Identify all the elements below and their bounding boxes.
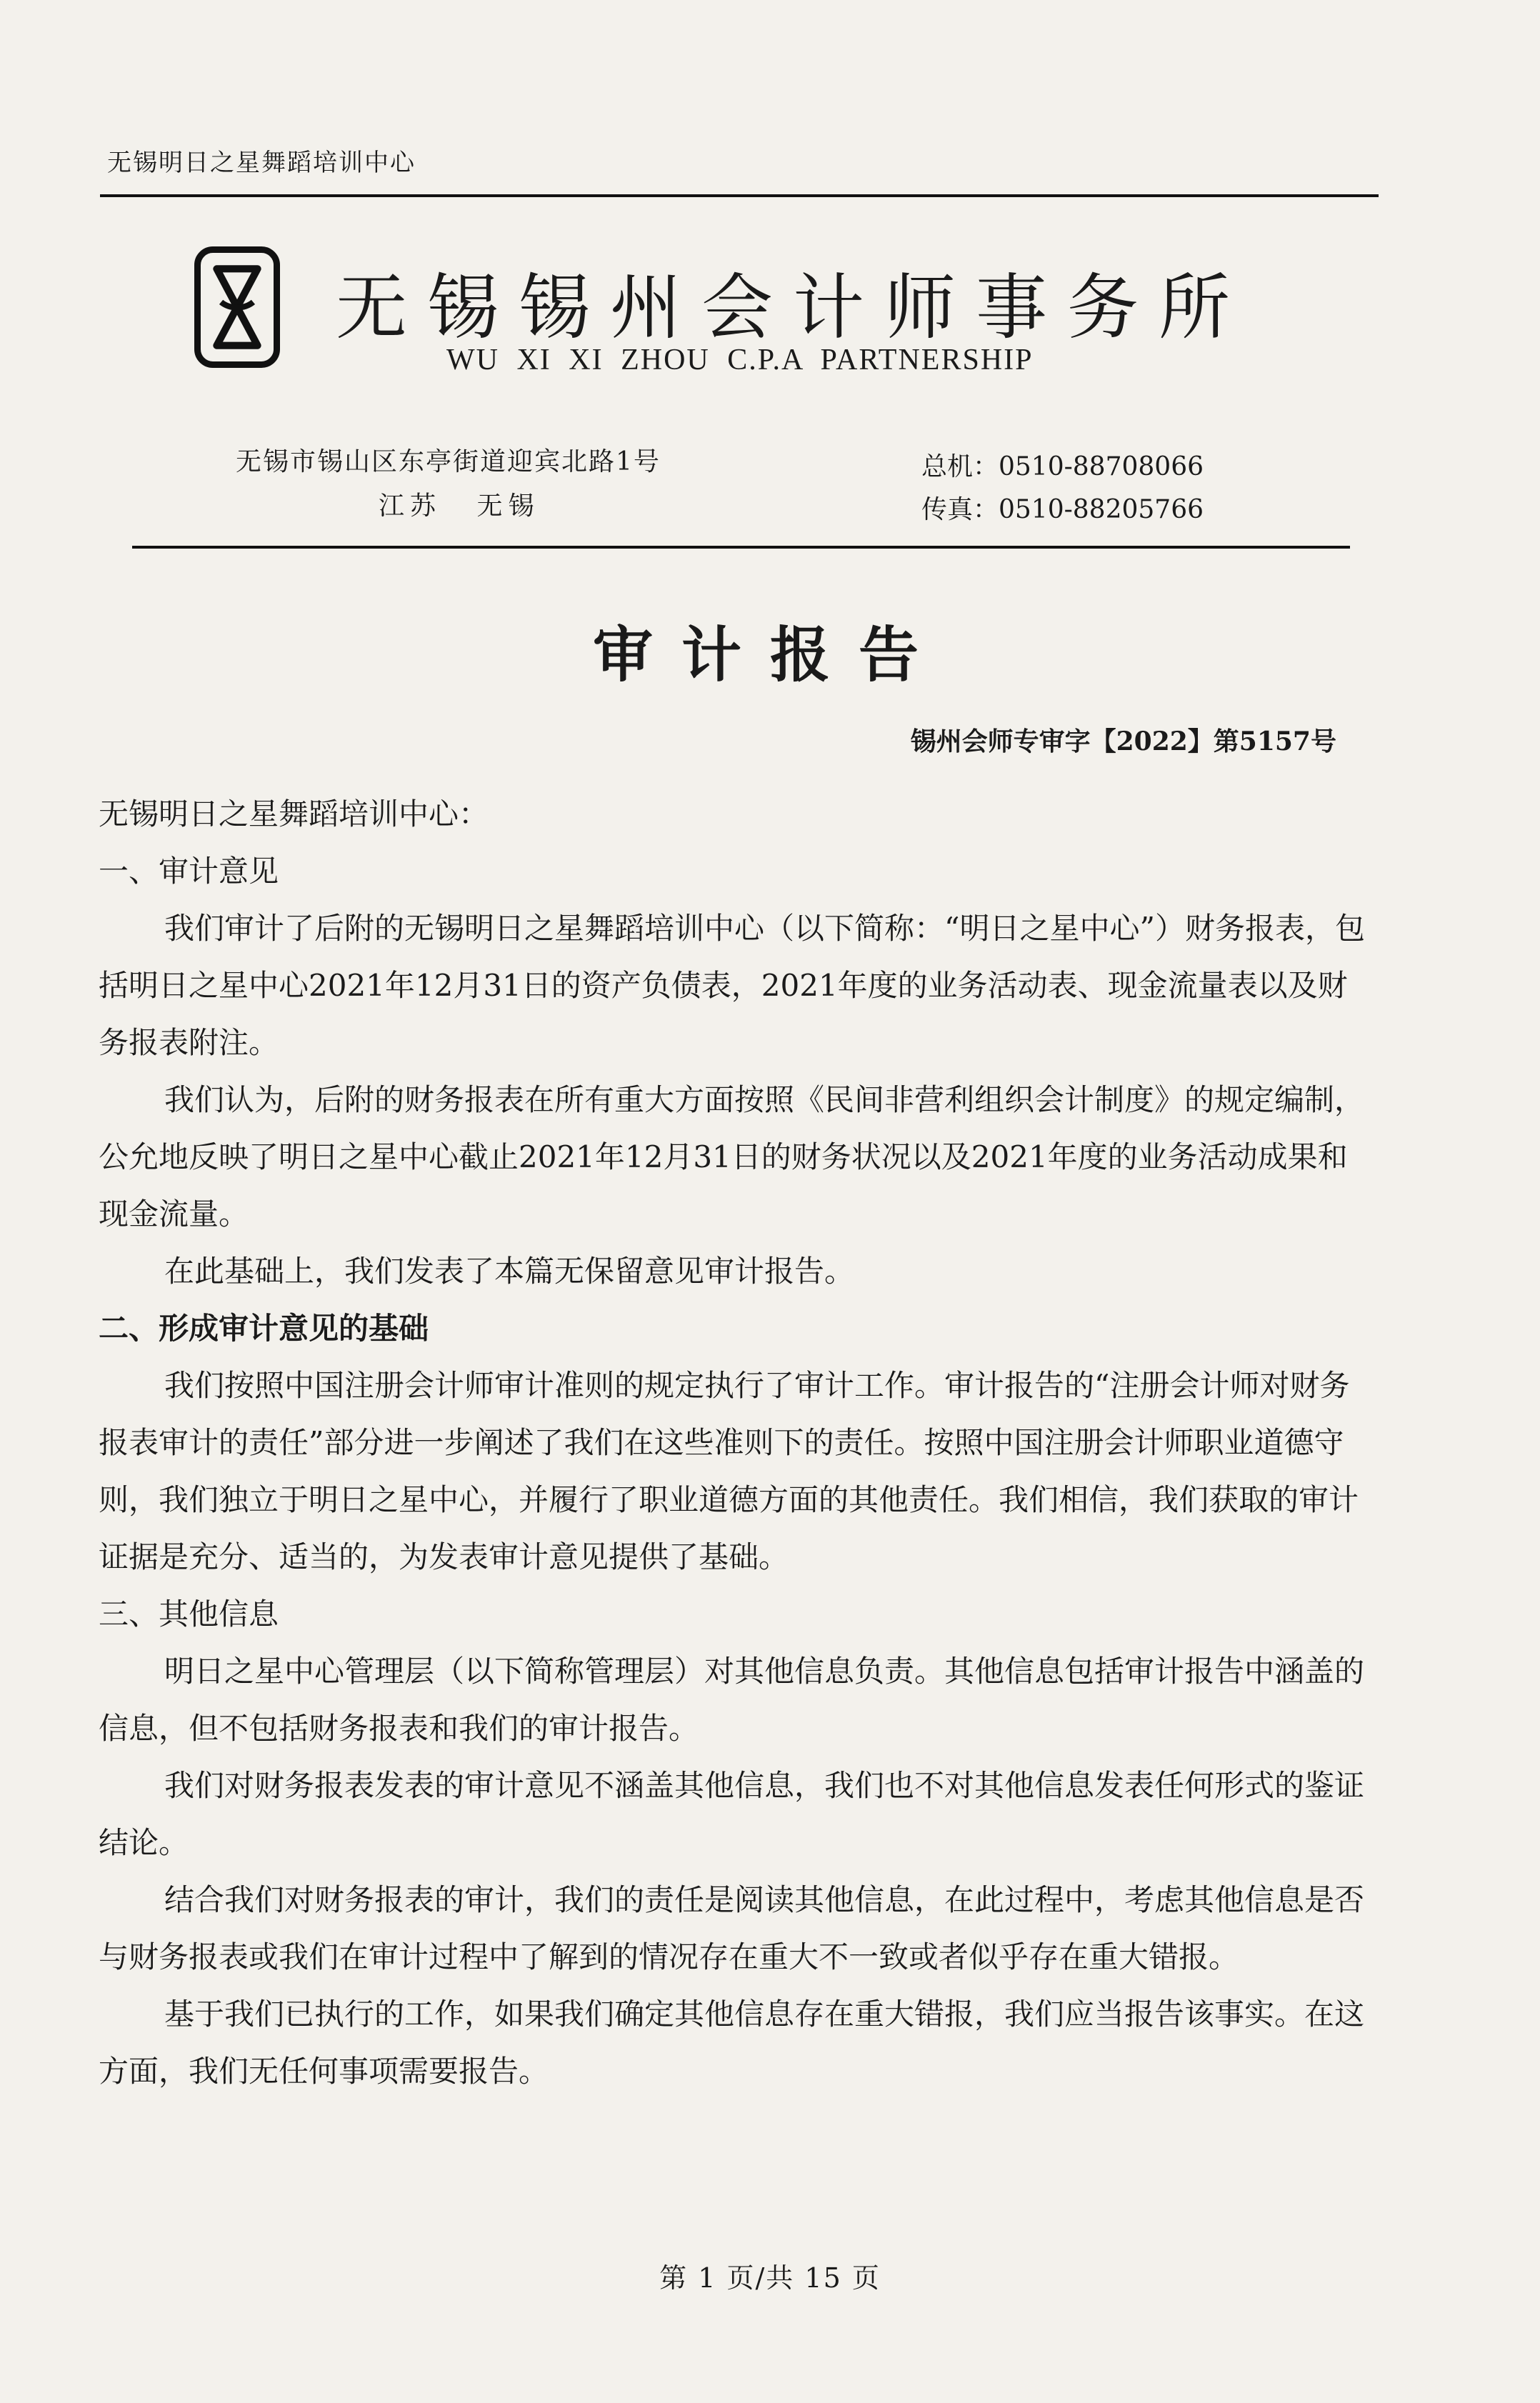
section-heading-audit-opinion: 一、审计意见: [99, 854, 279, 889]
paragraph: 我们对财务报表发表的审计意见不涵盖其他信息，我们也不对其他信息发表任何形式的鉴证结论。: [99, 1768, 1365, 1860]
paragraph: 在此基础上，我们发表了本篇无保留意见审计报告。: [164, 1254, 855, 1289]
paragraph: 结合我们对财务报表的审计，我们的责任是阅读其他信息，在此过程中，考虑其他信息是否与财务报表或我们在审计过程中了解到的情况存在重大不一致或者似乎存在重大错报。: [99, 1882, 1365, 1974]
firm-name: 无锡锡州会计师事务所: [336, 266, 1250, 349]
report-title: 审计报告: [592, 620, 947, 690]
paragraph: 我们认为，后附的财务报表在所有重大方面按照《民间非营利组织会计制度》的规定编制，公允地反映了明日之星中心截止2021年12月31日的财务状况以及2021年度的业务活动成果和现金流量。: [99, 1082, 1365, 1232]
paragraph: 基于我们已执行的工作，如果我们确定其他信息存在重大错报，我们应当报告该事实。在这方面，我们无任何事项需要报告。: [99, 1997, 1365, 2089]
firm-fax: 传真：0510-88205766: [921, 495, 1204, 524]
section-heading-basis: 二、形成审计意见的基础: [99, 1311, 429, 1346]
page-number: 第 1 页/共 15 页: [659, 2262, 881, 2294]
firm-name-english: WU XI XI ZHOU C.P.A PARTNERSHIP: [446, 344, 1034, 376]
paragraph: 我们审计了后附的无锡明日之星舞蹈培训中心（以下简称：“明日之星中心”）财务报表，包括明日之星中心2021年12月31日的资产负债表，2021年度的业务活动表、现金流量表以及财务报表附注。: [99, 911, 1365, 1060]
firm-logo: [194, 246, 280, 368]
firm-address-line1: 无锡市锡山区东亭街道迎宾北路1号: [236, 447, 661, 476]
firm-address-line2: 江苏 无锡: [379, 491, 540, 521]
report-body: [99, 786, 1370, 2100]
paragraph: 明日之星中心管理层（以下简称管理层）对其他信息负责。其他信息包括审计报告中涵盖的信息，但不包括财务报表和我们的审计报告。: [99, 1654, 1365, 1746]
header-rule: [100, 194, 1379, 197]
report-reference-number: 锡州会师专审字【2022】第5157号: [910, 726, 1336, 756]
paragraph: 我们按照中国注册会计师审计准则的规定执行了审计工作。审计报告的“注册会计师对财务报表审计的责任”部分进一步阐述了我们在这些准则下的责任。按照中国注册会计师职业道德守则，我们独立于明日之星中心，并履行了职业道德方面的其他责任。我们相信，我们获取的审计证据是充分、适当的，为发表审计意见提供了基础。: [99, 1368, 1359, 1574]
firm-phone: 总机：0510-88708066: [921, 452, 1204, 481]
header-organization: 无锡明日之星舞蹈培训中心: [107, 149, 416, 177]
addressee: 无锡明日之星舞蹈培训中心：: [99, 796, 489, 831]
letterhead-rule: [132, 546, 1350, 549]
section-heading-other-info: 三、其他信息: [99, 1597, 279, 1632]
